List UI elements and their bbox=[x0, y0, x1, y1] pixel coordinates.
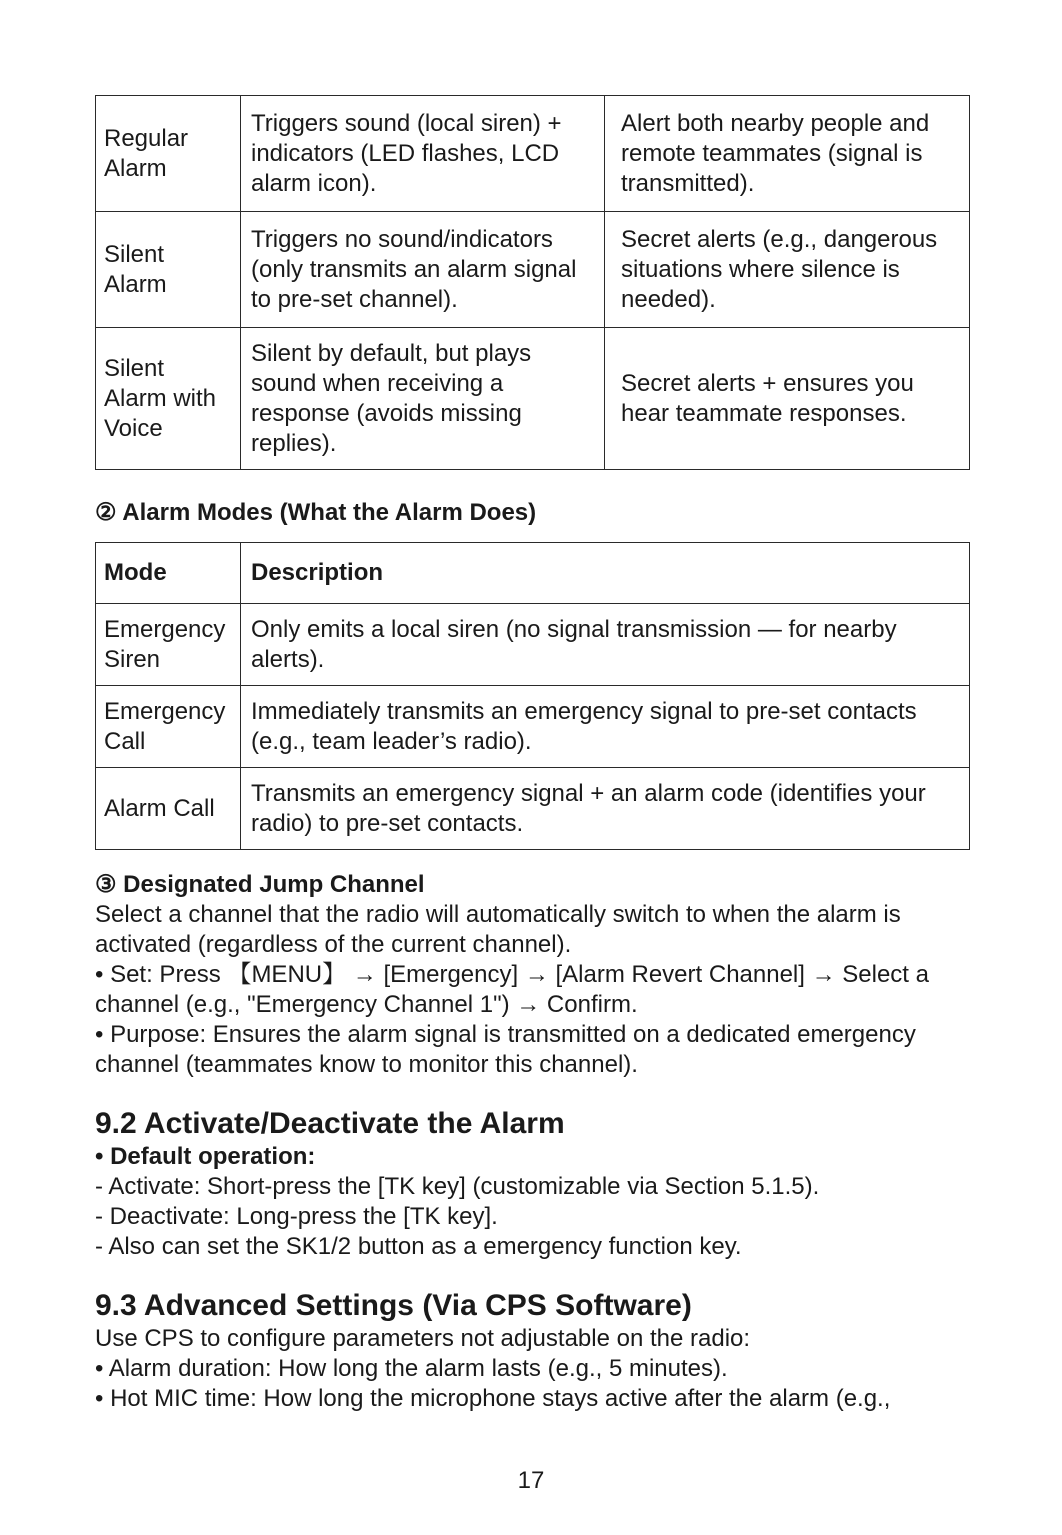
jump-channel-set-step: • Set: Press 【MENU】 → [Emergency] → [Alarm Revert Channel] → Select a channel (e.g., "Emergency Channel 1") → Confirm. bbox=[95, 961, 929, 1018]
alarm-type-cell: Silent Alarm with Voice bbox=[96, 328, 241, 470]
alarm-behavior-cell: Triggers sound (local siren) + indicators (LED flashes, LCD alarm icon). bbox=[241, 96, 605, 212]
table-row bbox=[96, 768, 970, 850]
jump-channel-intro: Select a channel that the radio will automatically switch to when the alarm is activated (regardless of the current channel). bbox=[95, 901, 901, 958]
alarm-type-cell: Silent Alarm bbox=[96, 212, 241, 328]
table-row bbox=[96, 686, 970, 768]
cps-intro: Use CPS to configure parameters not adjustable on the radio: bbox=[95, 1325, 751, 1352]
table-header-row bbox=[96, 543, 970, 604]
alarm-behavior-cell: Triggers no sound/indicators (only transmits an alarm signal to pre-set channel). bbox=[241, 212, 605, 328]
sk-button-note: - Also can set the SK1/2 button as a emergency function key. bbox=[95, 1233, 742, 1260]
section-9-3-heading: 9.3 Advanced Settings (Via CPS Software) bbox=[95, 1289, 692, 1322]
alarm-use-case-cell: Alert both nearby people and remote teammates (signal is transmitted). bbox=[605, 96, 970, 212]
alarm-use-case-cell: Secret alerts + ensures you hear teammate responses. bbox=[605, 328, 970, 470]
default-operation-label: • Default operation: bbox=[95, 1143, 316, 1170]
table-row bbox=[96, 604, 970, 686]
alarm-modes-heading: ② Alarm Modes (What the Alarm Does) bbox=[95, 499, 537, 526]
hot-mic-item: • Hot MIC time: How long the microphone stays active after the alarm (e.g., bbox=[95, 1385, 891, 1412]
description-cell: Immediately transmits an emergency signal to pre-set contacts (e.g., team leader’s radio). bbox=[241, 686, 970, 768]
table-row bbox=[96, 212, 970, 328]
alarm-duration-item: • Alarm duration: How long the alarm lasts (e.g., 5 minutes). bbox=[95, 1355, 728, 1382]
column-header-mode: Mode bbox=[96, 543, 241, 604]
page-number: 17 bbox=[517, 1467, 545, 1494]
alarm-type-cell: Regular Alarm bbox=[96, 96, 241, 212]
deactivate-instruction: - Deactivate: Long-press the [TK key]. bbox=[95, 1203, 498, 1230]
jump-channel-heading: ③ Designated Jump Channel bbox=[95, 871, 425, 898]
table-row bbox=[96, 328, 970, 470]
activate-instruction: - Activate: Short-press the [TK key] (customizable via Section 5.1.5). bbox=[95, 1173, 820, 1200]
column-header-description: Description bbox=[241, 543, 970, 604]
description-cell: Transmits an emergency signal + an alarm code (identifies your radio) to pre-set contacts. bbox=[241, 768, 970, 850]
alarm-types-table bbox=[95, 95, 970, 470]
alarm-modes-table bbox=[95, 542, 970, 850]
section-9-2-heading: 9.2 Activate/Deactivate the Alarm bbox=[95, 1107, 565, 1140]
description-cell: Only emits a local siren (no signal transmission — for nearby alerts). bbox=[241, 604, 970, 686]
table-row bbox=[96, 96, 970, 212]
mode-cell: Emergency Call bbox=[96, 686, 241, 768]
alarm-use-case-cell: Secret alerts (e.g., dangerous situations where silence is needed). bbox=[605, 212, 970, 328]
alarm-behavior-cell: Silent by default, but plays sound when receiving a response (avoids missing replies). bbox=[241, 328, 605, 470]
manual-page bbox=[95, 95, 969, 1414]
mode-cell: Emergency Siren bbox=[96, 604, 241, 686]
jump-channel-purpose: • Purpose: Ensures the alarm signal is transmitted on a dedicated emergency channel (teammates know to monitor this channel). bbox=[95, 1021, 916, 1078]
mode-cell: Alarm Call bbox=[96, 768, 241, 850]
